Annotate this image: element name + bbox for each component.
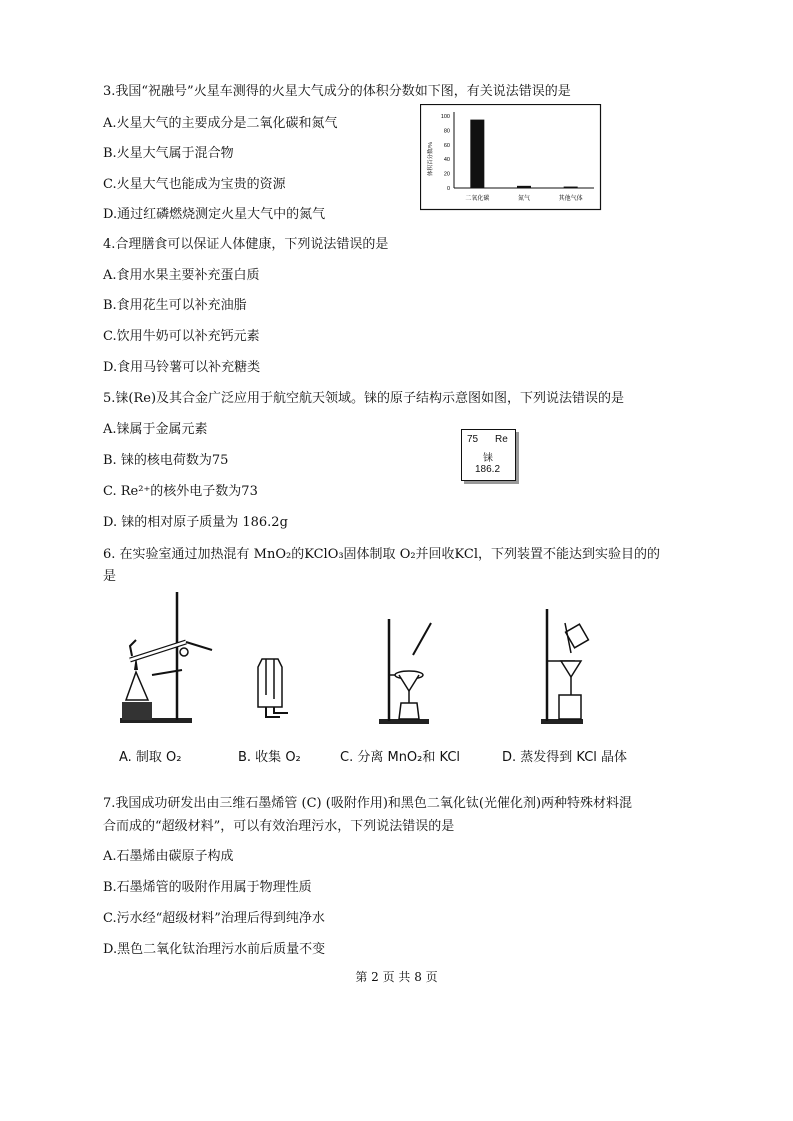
q7-option-c: C.污水经“超级材料”治理后得到纯净水 (103, 911, 325, 926)
alcohol-lamp (126, 672, 148, 700)
apparatus-c-filtration (373, 615, 438, 727)
atomic-mass: 186.2 (475, 464, 501, 475)
caption-d: D. 蒸发得到 KCl 晶体 (502, 750, 628, 765)
q5-option-a: A.铼属于金属元素 (103, 422, 208, 437)
x-tick-label: 其他气体 (558, 196, 583, 202)
q3-option-a: A.火星大气的主要成分是二氧化碳和氮气 (103, 116, 338, 131)
element-name: 铼 (483, 453, 493, 464)
y-tick-label: 0 (446, 186, 450, 192)
block (122, 702, 152, 720)
q7-stem-line1: 7.我国成功研发出由三维石墨烯管 (C) (吸附作用)和黑色二氧化钛(光催化剂)两种特殊材料混 (103, 796, 633, 811)
bar-2 (517, 186, 531, 188)
q5-stem: 5.铼(Re)及其合金广泛应用于航空航天领域。铼的原子结构示意图如图，下列说法错误的是 (103, 391, 625, 406)
q4-option-d: D.食用马铃薯可以补充糖类 (103, 360, 261, 375)
x-tick-label: 氮气 (517, 196, 531, 202)
q4-option-a: A.食用水果主要补充蛋白质 (103, 268, 260, 283)
q5-option-c: C. Re²⁺的核外电子数为73 (103, 484, 258, 499)
element-symbol: Re (495, 434, 508, 445)
caption-c: C. 分离 MnO₂和 KCl (340, 750, 461, 765)
q5-option-d: D. 铼的相对原子质量为 186.2g (103, 515, 288, 530)
q7-option-a: A.石墨烯由碳原子构成 (103, 849, 234, 864)
y-tick-label: 100 (440, 114, 450, 120)
apparatus-a-heating (112, 590, 222, 726)
y-tick-label: 80 (443, 128, 450, 135)
x-tick-label: 二氧化碳 (465, 196, 490, 202)
bar-1 (470, 120, 484, 188)
y-axis-label: 体积百分数/% (428, 142, 434, 176)
y-tick-label: 20 (443, 171, 450, 178)
q4-option-b: B.食用花生可以补充油脂 (103, 298, 247, 313)
q3-option-d: D.通过红磷燃烧测定火星大气中的氮气 (103, 207, 326, 222)
apparatus-d-evaporation (535, 605, 600, 727)
caption-a: A. 制取 O₂ (119, 750, 182, 765)
y-tick-label: 60 (443, 142, 450, 149)
mars-atmosphere-chart (420, 104, 605, 212)
atomic-number: 75 (467, 434, 479, 445)
q4-option-c: C.饮用牛奶可以补充钙元素 (103, 329, 260, 344)
y-tick-label: 40 (443, 157, 450, 164)
rhenium-element-card (461, 429, 516, 481)
q6-stem-line1: 6. 在实验室通过加热混有 MnO₂的KClO₃固体制取 O₂并回收KCl，下列装置不能达到实验目的的 (103, 547, 661, 562)
q5-option-b: B. 铼的核电荷数为75 (103, 453, 229, 468)
apparatus-b-collecting (252, 655, 302, 727)
q7-stem-line2: 合而成的“超级材料”，可以有效治理污水，下列说法错误的是 (103, 819, 455, 834)
q4-stem: 4.合理膳食可以保证人体健康，下列说法错误的是 (103, 237, 389, 252)
caption-b: B. 收集 O₂ (238, 750, 301, 765)
q7-option-d: D.黑色二氧化钛治理污水前后质量不变 (103, 942, 326, 957)
q3-stem: 3.我国“祝融号”火星车测得的火星大气成分的体积分数如下图，有关说法错误的是 (103, 84, 571, 99)
q3-option-b: B.火星大气属于混合物 (103, 146, 234, 161)
q3-option-c: C.火星大气也能成为宝贵的资源 (103, 177, 286, 192)
page-footer: 第 2 页 共 8 页 (355, 970, 438, 984)
bar-3 (564, 187, 578, 188)
q6-stem-line2: 是 (103, 569, 117, 584)
q7-option-b: B.石墨烯管的吸附作用属于物理性质 (103, 880, 312, 895)
